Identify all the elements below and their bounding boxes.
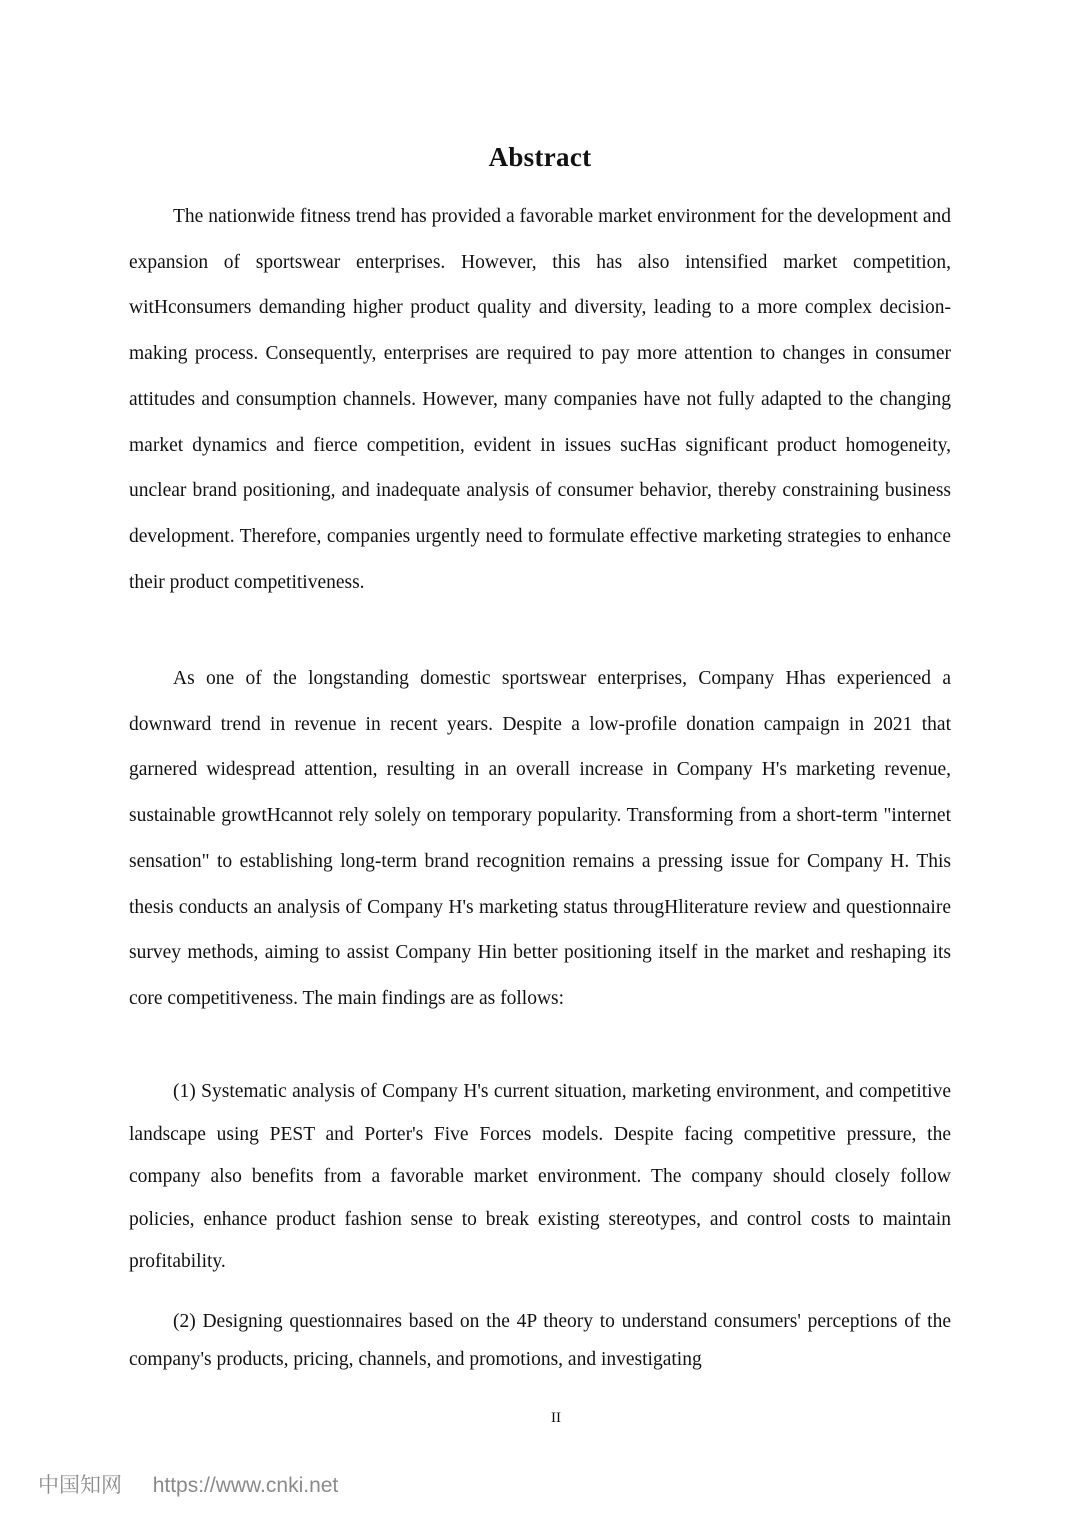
abstract-paragraph-1: The nationwide fitness trend has provided a favorable market environment for the development and expansion of sportswear enterprises. However, this has also intensified market competition, witHconsumers demanding higher product quality and diversity, leading to a more complex decision-making process. Consequently, enterprises are required to pay more attention to changes in consumer attitudes and consumption channels. However, many companies have not fully adapted to the changing market dynamics and fierce competition, evident in issues sucHas significant product homogeneity, unclear brand positioning, and inadequate analysis of consumer behavior, thereby constraining business development. Therefore, companies urgently need to formulate effective marketing strategies to enhance their product competitiveness. <box>129 206 951 593</box>
abstract-paragraph-3: (1) Systematic analysis of Company H's current situation, marketing environment, and competitive landscape using PEST and Porter's Five Forces models. Despite facing competitive pressure, the company also benefits from a favorable market environment. The company should closely follow policies, enhance product fashion sense to break existing stereotypes, and control costs to maintain profitability. <box>129 1081 951 1273</box>
page-number: II <box>551 1410 561 1426</box>
watermark-url: https://www.cnki.net <box>152 1474 339 1497</box>
watermark-site-name: 中国知网 <box>38 1473 122 1497</box>
cnki-watermark <box>38 1469 338 1499</box>
abstract-title: Abstract <box>488 142 592 172</box>
abstract-paragraph-2: As one of the longstanding domestic sportswear enterprises, Company Hhas experienced a downward trend in revenue in recent years. Despite a low-profile donation campaign in 2021 that garnered widespread attention, resulting in an overall increase in Company H's marketing revenue, sustainable growtHcannot rely solely on temporary popularity. Transforming from a short-term "internet sensation" to establishing long-term brand recognition remains a pressing issue for Company H. This thesis conducts an analysis of Company H's marketing status througHliterature review and questionnaire survey methods, aiming to assist Company Hin better positioning itself in the market and reshaping its core competitiveness. The main findings are as follows: <box>129 668 951 1009</box>
abstract-paragraph-4: (2) Designing questionnaires based on the 4P theory to understand consumers' perceptions of the company's products, pricing, channels, and promotions, and investigating <box>129 1311 951 1370</box>
